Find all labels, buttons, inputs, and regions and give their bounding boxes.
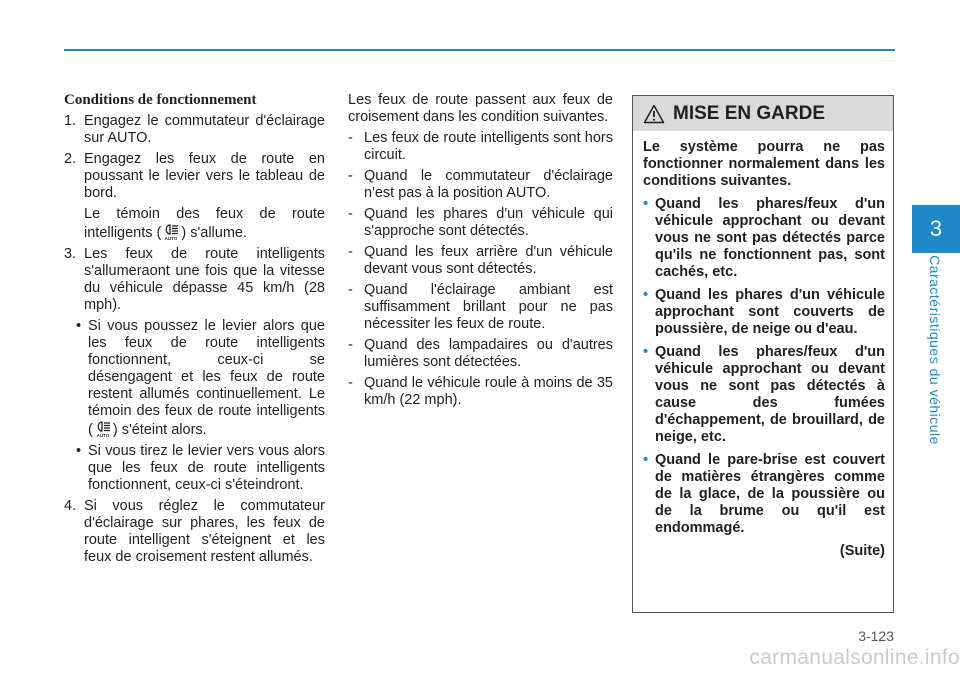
section-heading: Conditions de fonctionnement xyxy=(64,92,257,108)
smart-high-beam-icon xyxy=(161,223,181,241)
column-middle xyxy=(348,92,613,413)
warning-item: • Quand les phares d'un véhicule approchant sont couverts de poussière, de neige ou d'eau. xyxy=(643,287,885,337)
warning-triangle-icon xyxy=(643,104,665,124)
column-left xyxy=(64,92,325,570)
condition-item: - Quand l'éclairage ambiant est suffisamment brillant pour ne pas nécessiter les feux de route. xyxy=(348,282,613,332)
step-2-note: Le témoin des feux de route intelligents ( AUTO ) s'allume. xyxy=(84,206,325,241)
condition-item: - Quand des lampadaires ou d'autres lumières sont détectées. xyxy=(348,337,613,370)
step-3-bullet-2: • Si vous tirez le levier vers vous alors que les feux de route intelligents fonctionnent, ceux-ci s'éteindront. xyxy=(76,443,325,493)
step-3: 3. Les feux de route intelligents s'allumeraont une fois que la vitesse du véhicule dépasse 45 km/h (28 mph). xyxy=(64,246,325,313)
chapter-number: 3 xyxy=(929,216,943,241)
chapter-side-label xyxy=(922,255,948,445)
step-4: 4. Si vous réglez le commutateur d'éclairage sur phares, les feux de route intelligent s'éteignent et les feux de croisement restent allumés. xyxy=(64,498,325,565)
warning-continued: (Suite) xyxy=(839,543,885,559)
condition-item: - Quand les phares d'un véhicule qui s'approche sont détectés. xyxy=(348,206,613,239)
condition-item: - Quand les feux arrière d'un véhicule devant vous sont détectés. xyxy=(348,244,613,277)
condition-item: - Les feux de route intelligents sont hors circuit. xyxy=(348,130,613,163)
conditions-intro: Les feux de route passent aux feux de croisement dans les condition suivantes. xyxy=(348,92,613,125)
warning-item: • Quand le pare-brise est couvert de matières étrangères comme de la glace, de la poussière ou de la brume ou qu'il est endommagé. xyxy=(643,452,885,536)
warning-box xyxy=(632,95,894,613)
watermark: carmanualsonline.info xyxy=(749,646,960,669)
svg-text:AUTO: AUTO xyxy=(165,236,178,241)
warning-intro: Le système pourra ne pas fonctionner normalement dans les conditions suivantes. xyxy=(643,139,885,189)
warning-item: • Quand les phares/feux d'un véhicule approchant ou devant vous ne sont pas détectés parce qu'ils ne fonctionnent pas, sont cachés, etc. xyxy=(643,196,885,280)
warning-title: MISE EN GARDE xyxy=(673,102,826,124)
warning-item: • Quand les phares/feux d'un véhicule approchant ou devant vous ne sont pas détectés à cause des fumées d'échappement, de brouillard, de neige, etc. xyxy=(643,344,885,445)
svg-text:AUTO: AUTO xyxy=(96,433,110,438)
condition-item: - Quand le véhicule roule à moins de 35 km/h (22 mph). xyxy=(348,375,613,408)
step-1: 1. Engagez le commutateur d'éclairage sur AUTO. xyxy=(64,113,325,146)
chapter-title: Caractéristiques du véhicule xyxy=(927,255,943,445)
warning-body xyxy=(633,131,893,560)
header-rule xyxy=(64,49,895,51)
chapter-tab xyxy=(912,205,960,253)
step-2: 2. Engagez les feux de route en poussant le levier vers le tableau de bord. xyxy=(64,151,325,201)
warning-header xyxy=(633,96,893,131)
smart-high-beam-icon xyxy=(93,420,113,438)
page-number: 3-123 xyxy=(858,628,894,644)
condition-item: - Quand le commutateur d'éclairage n'est pas à la position AUTO. xyxy=(348,168,613,201)
step-3-bullet-1: • Si vous poussez le levier alors que les feux de route intelligents fonctionnent, ceux-ci se désengagent et les feux de route restent allumés continuellement. Le témoin des feux de route intelligents ( AUTO ) s'éteint alors. xyxy=(76,318,325,438)
